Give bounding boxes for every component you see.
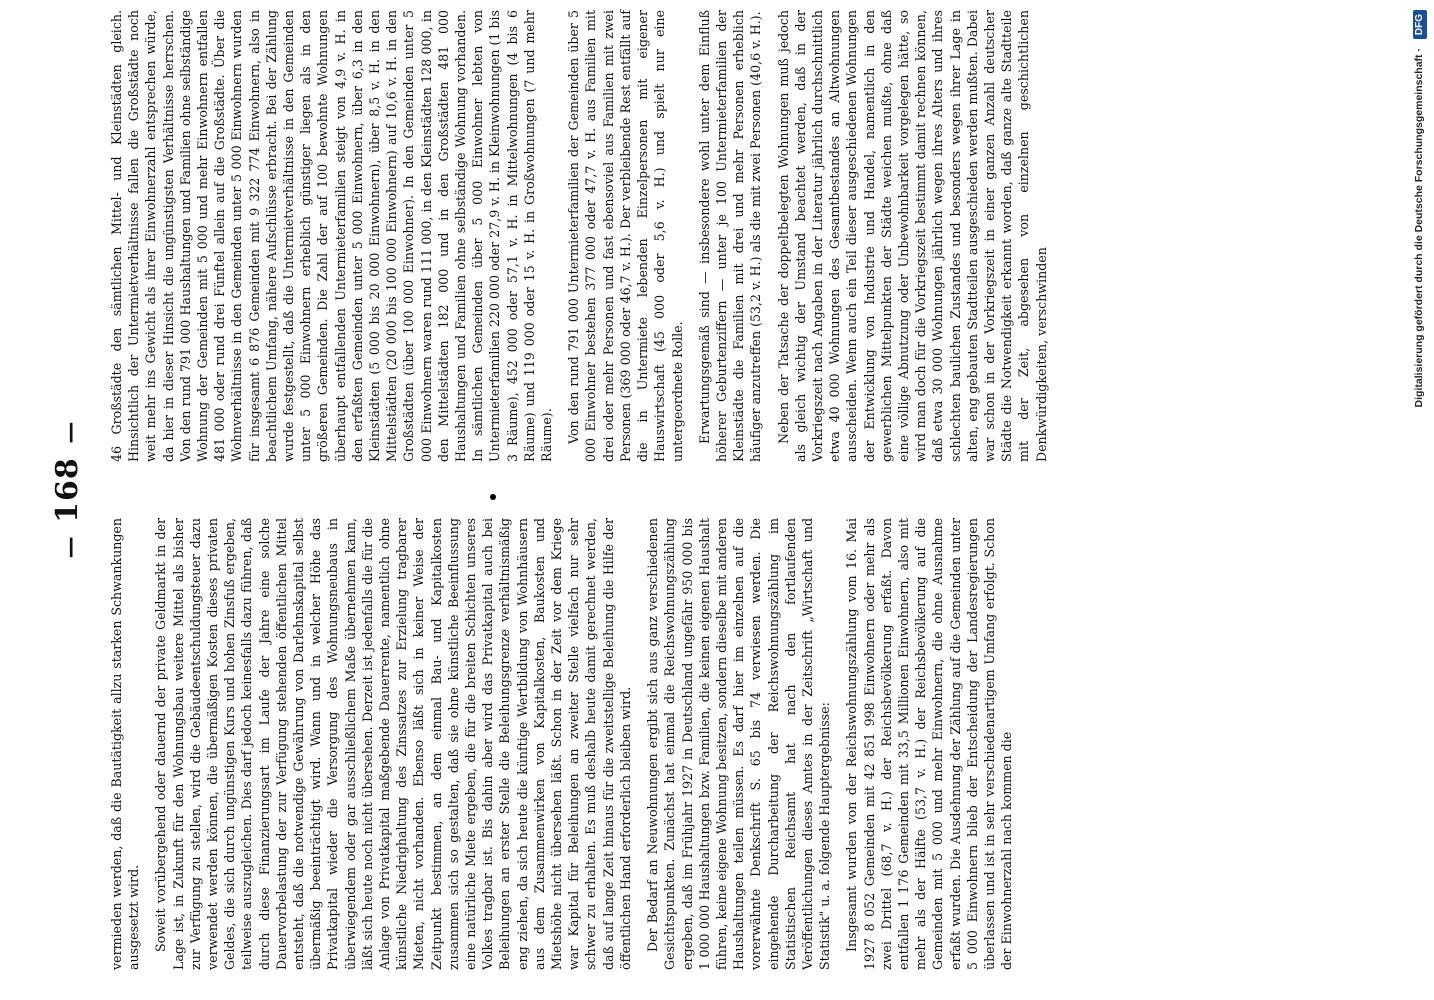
paragraph: Neben der Tatsache der doppeltbelegten Wohnungen muß jedoch als gleich wichtig der Umstand beachtet werden, daß in der Vorkriegszeit nach Angaben in der Literatur jährlich durchschnittlich etwa 40 000 Wohnungen des Gesamtbestandes an Altwohnungen ausscheiden. Wenn auch ein Teil dieser ausgeschiedenen Wohnungen der Entwicklung von Industrie und Handel, namentlich in den gewerblichen Mittelpunkten der Städte weichen mußte, ohne daß eine völlige Abnutzung oder Unbewohnbarkeit vorgelegen hätte, so wird man doch für die Vorkriegszeit bestimmt damit rechnen können, daß etwa 30 000 Wohnungen jährlich wegen ihres Alters und ihres schlechten baulichen Zustandes und besonders wegen ihrer Lage in alten, eng gebauten Stadtteilen ausgeschieden werden mußten. Dabei war schon in der Vorkriegszeit in einer ganzen Anzahl deutscher Städte die Notwendigkeit erkannt worden, daß ganze alte Stadtteile mit der Zeit, abgesehen von einzelnen geschichtlichen Denkwürdigkeiten, verschwinden	[775, 10, 1049, 462]
dfg-logo-badge: DFG	[1413, 10, 1427, 39]
page-header	[50, 10, 94, 970]
paragraph: Soweit vorübergehend oder dauernd der private Geldmarkt in der Lage ist, in Zukunft für den Wohnungsbau weitere Mittel als bisher zur Verfügung zu stellen, wird die Gebäudeentschuldungsteuer dazu verwendet werden können, die übermäßigen Kosten dieses privaten Geldes, die sich durch ungünstigen Kurs und hohen Zinsfuß ergeben, teilweise auszugleichen. Dies darf jedoch keinesfalls dazu führen, daß durch diese Finanzierungsart im Laufe der Jahre eine solche Dauervorbelastung der zur Verfügung stehenden öffentlichen Mittel entsteht, daß die notwendige Gewährung von Darlehnskapital selbst übermäßig beeinträchtigt wird. Wann und in welcher Höhe das Privatkapital wieder die Versorgung des Wohnungsneubaus in überwiegendem oder gar ausschließlichem Maße übernehmen kann, läßt sich heute noch nicht übersehen. Derzeit ist jedenfalls die für die Anlage von Privatkapital maßgebende Dauerrente, namentlich ohne künstliche Niedrighaltung des Zinssatzes zur Erzielung tragbarer Mieten, nicht vorhanden. Ebenso läßt sich in keiner Weise der Zeitpunkt bestimmen, an dem einmal Bau- und Kapitalkosten zusammen sich so gestalten, daß sie ohne künstliche Beeinflussung eine natürliche Miete ergeben, die für die breiten Schichten unseres Volkes tragbar ist. Bis dahin aber wird das Privatkapital auch bei Beleihungen an erster Stelle die Beleihungsgrenze verhältnismäßig eng ziehen, da sich heute die künftige Wertbildung von Wohnhäusern aus dem Zusammenwirken von Kapitalkosten, Baukosten und Mietshöhe nicht übersehen läßt. Schon in der Zeit vor dem Kriege war Kapital für Beleihungen an zweiter Stelle vielfach nur sehr schwer zu erhalten. Es muß deshalb heute damit gerechnet werden, daß auf lange Zeit hinaus für die zweitstellige Beleihung die Hilfe der öffentlichen Hand erforderlich bleiben wird.	[153, 518, 633, 970]
paragraph: vermieden werden, daß die Bautätigkeit allzu starken Schwankungen ausgesetzt wird.	[109, 518, 142, 970]
page-number: 168	[50, 457, 85, 523]
paragraph: Der Bedarf an Neuwohnungen ergibt sich aus ganz verschiedenen Gesichtspunkten. Zunächst hat einmal die Reichswohnungszählung ergeben, daß im Frühjahr 1927 in Deutschland ungefähr 950 000 bis 1 000 000 Haushaltungen bzw. Familien, die keinen eigenen Haushalt führen, keine eigene Wohnung besitzen, sondern dieselbe mit anderen Haushaltungen teilen müssen. Es darf hier im einzelnen auf die vorerwähnte Denkschrift S. 65 bis 74 verwiesen werden. Die eingehende Durcharbeitung der Reichswohnungszählung im Statistischen Reichsamt hat nach den fortlaufenden Veröffentlichungen dieses Amtes in der Zeitschrift „Wirtschaft und Statistik" u. a. folgende Hauptergebnisse:	[645, 518, 833, 970]
rotated-page	[50, 10, 1420, 970]
paragraph: Von den rund 791 000 Untermieterfamilien der Gemeinden über 5 000 Einwohner bestehen 377 000 oder 47,7 v. H. aus Familien mit drei oder mehr Personen und fast ebensoviel aus Familien mit zwei Personen (369 000 oder 46,7 v. H.). Der verbleibende Rest entfällt auf die in Untermiete lebenden Einzelpersonen mit eigener Hauswirtschaft (45 000 oder 5,6 v. H.) und spielt nur eine untergeordnete Rolle.	[566, 10, 685, 462]
header-dash-left: —	[57, 536, 83, 559]
credit-separator: ·	[1413, 48, 1425, 52]
ink-dot	[490, 494, 496, 500]
right-column	[108, 10, 1420, 462]
paragraph: Insgesamt wurden von der Reichswohnungszählung vom 16. Mai 1927 8 052 Gemeinden mit 42 851 998 Einwohnern oder mehr als zwei Drittel (68,7 v. H.) der Reichsbevölkerung erfaßt. Davon entfallen 1 176 Gemeinden mit 33,5 Millionen Einwohnern, also mit mehr als der Hälfte (53,7 v. H.) der Reichsbevölkerung auf die Gemeinden mit 5 000 und mehr Einwohnern, die ohne Ausnahme erfaßt wurden. Die Ausdehnung der Zählung auf die Gemeinden unter 5 000 Einwohnern blieb der Entscheidung der Landesregierungen überlassen und ist in sehr verschiedenartigem Umfang erfolgt. Schon der Einwohnerzahl nach kommen die	[844, 518, 1015, 970]
paragraph: 46 Großstädte den sämtlichen Mittel- und Kleinstädten gleich. Hinsichtlich der Untermietverhältnisse fallen die Großstädte noch weit mehr ins Gewicht als ihrer Einwohnerzahl entsprechen würde, da hier in dieser Hinsicht die ungünstigsten Verhältnisse herrschen. Von den rund 791 000 Haushaltungen und Familien ohne selbständige Wohnung der Gemeinden mit 5 000 und mehr Einwohnern entfallen 481 000 oder rund drei Fünftel allein auf die Großstädte. Über die Wohnverhältnisse in den Gemeinden unter 5 000 Einwohnern wurden für insgesamt 6 876 Gemeinden mit 9 322 774 Einwohnern, also in beachtlichem Umfang, nähere Aufschlüsse erbracht. Bei der Zählung wurde festgestellt, daß die Untermietverhältnisse in den Gemeinden unter 5 000 Einwohnern erheblich günstiger liegen als in den größeren Gemeinden. Die Zahl der auf 100 bewohnte Wohnungen überhaupt entfallenden Untermieterfamilien steigt von 4,9 v. H. in den erfaßten Gemeinden unter 5 000 Einwohnern, über 6,3 in den Kleinstädten (5 000 bis 20 000 Einwohnern), über 8,5 v. H. in den Mittelstädten (20 000 bis 100 000 Einwohnern) auf 10,6 v. H. in den Großstädten (über 100 000 Einwohner). In den Gemeinden unter 5 000 Einwohnern waren rund 111 000, in den Kleinstädten 128 000, in den Mittelstädten 182 000 und in den Großstädten 481 000 Haushaltungen und Familien ohne selbständige Wohnung vorhanden. In sämtlichen Gemeinden über 5 000 Einwohner lebten von Untermieterfamilien 220 000 oder 27,9 v. H. in Kleinwohnungen (1 bis 3 Räume), 452 000 oder 57,1 v. H. in Mittelwohnungen (4 bis 6 Räume) und 119 000 oder 15 v. H. in Großwohnungen (7 und mehr Räume).	[109, 10, 555, 462]
credit-text-line	[1406, 10, 1432, 990]
left-column	[108, 518, 1420, 970]
digitization-credit	[1406, 10, 1432, 990]
header-dash-right: —	[57, 421, 83, 444]
credit-text: Digitalisierung gefördert durch die Deutsche Forschungsgemeinschaft	[1413, 54, 1425, 408]
paragraph: Erwartungsgemäß sind — insbesondere wohl unter dem Einfluß höherer Geburtenziffern — unter je 100 Untermieterfamilien der Kleinstädte die Familien mit drei und mehr Personen erheblich häufiger anzutreffen (53,2 v. H.) als die mit zwei Personen (40,6 v. H.).	[696, 10, 764, 462]
